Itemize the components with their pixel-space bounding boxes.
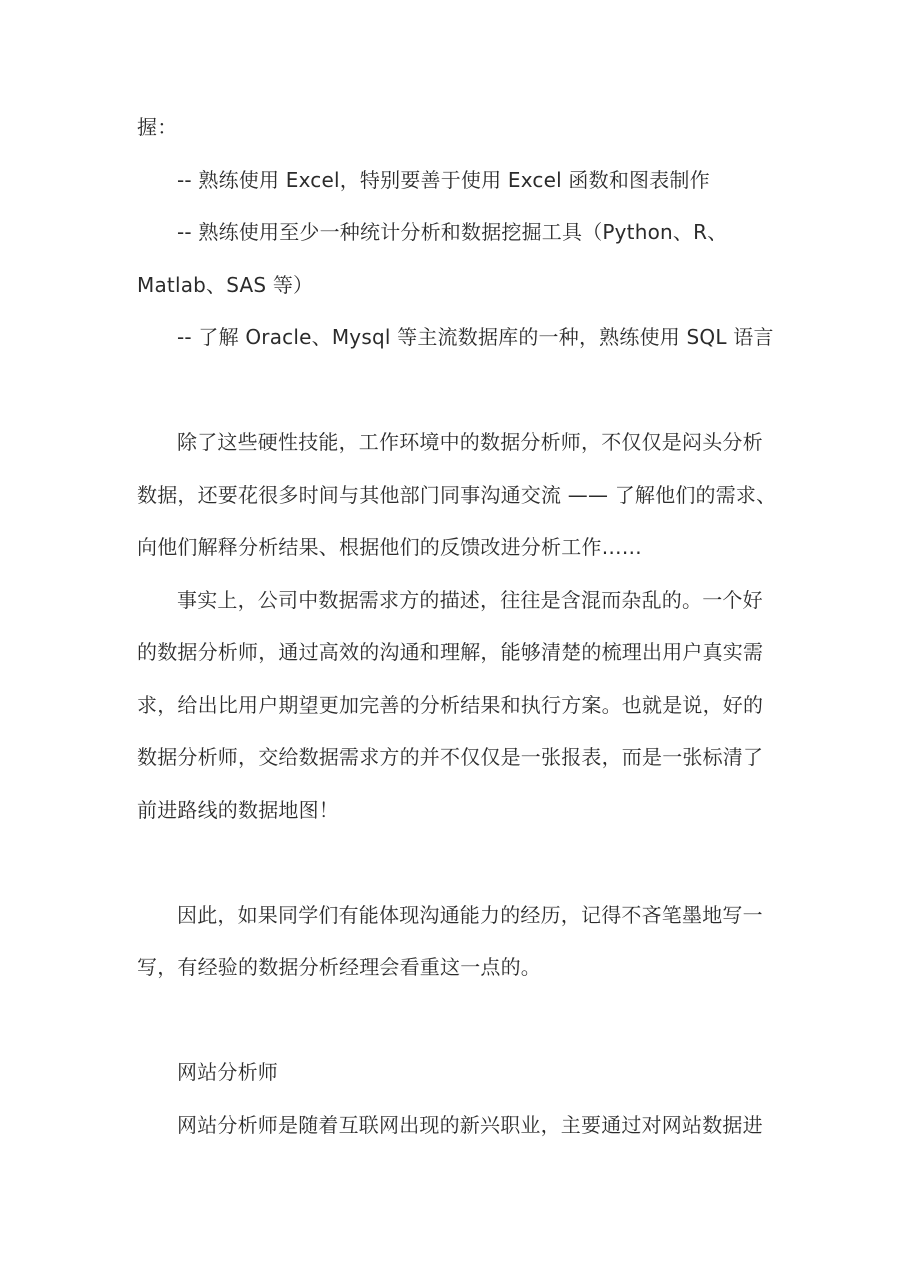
paragraph-resume-tip-line-1: 因此，如果同学们有能体现沟通能力的经历，记得不吝笔墨地写一 xyxy=(177,903,763,927)
paragraph-communication-line-3: 求，给出比用户期望更加完善的分析结果和执行方案。也就是说，好的 xyxy=(137,693,764,717)
paragraph-communication-line-1: 事实上，公司中数据需求方的描述，往往是含混而杂乱的。一个好 xyxy=(177,588,763,612)
section-heading-web-analyst: 网站分析师 xyxy=(177,1060,278,1084)
paragraph-communication-line-2: 的数据分析师，通过高效的沟通和理解，能够清楚的梳理出用户真实需 xyxy=(137,640,764,664)
text-line-continuation: 握： xyxy=(137,115,178,139)
paragraph-soft-skills-line-2: 数据，还要花很多时间与其他部门同事沟通交流 —— 了解他们的需求、 xyxy=(137,483,777,507)
skill-bullet-tools: -- 熟练使用至少一种统计分析和数据挖掘工具（Python、R、 xyxy=(177,220,728,244)
skill-bullet-excel: -- 熟练使用 Excel，特别要善于使用 Excel 函数和图表制作 xyxy=(177,168,710,192)
skill-bullet-tools-continued: Matlab、SAS 等） xyxy=(137,273,314,297)
paragraph-communication-line-5: 前进路线的数据地图！ xyxy=(137,798,339,822)
skill-bullet-database: -- 了解 Oracle、Mysql 等主流数据库的一种，熟练使用 SQL 语言 xyxy=(177,325,774,349)
paragraph-soft-skills-line-1: 除了这些硬性技能，工作环境中的数据分析师，不仅仅是闷头分析 xyxy=(177,430,763,454)
paragraph-communication-line-4: 数据分析师，交给数据需求方的并不仅仅是一张报表，而是一张标清了 xyxy=(137,745,764,769)
paragraph-resume-tip-line-2: 写，有经验的数据分析经理会看重这一点的。 xyxy=(137,955,541,979)
paragraph-web-analyst-line-1: 网站分析师是随着互联网出现的新兴职业，主要通过对网站数据进 xyxy=(177,1113,763,1137)
paragraph-soft-skills-line-3: 向他们解释分析结果、根据他们的反馈改进分析工作…… xyxy=(137,535,642,559)
